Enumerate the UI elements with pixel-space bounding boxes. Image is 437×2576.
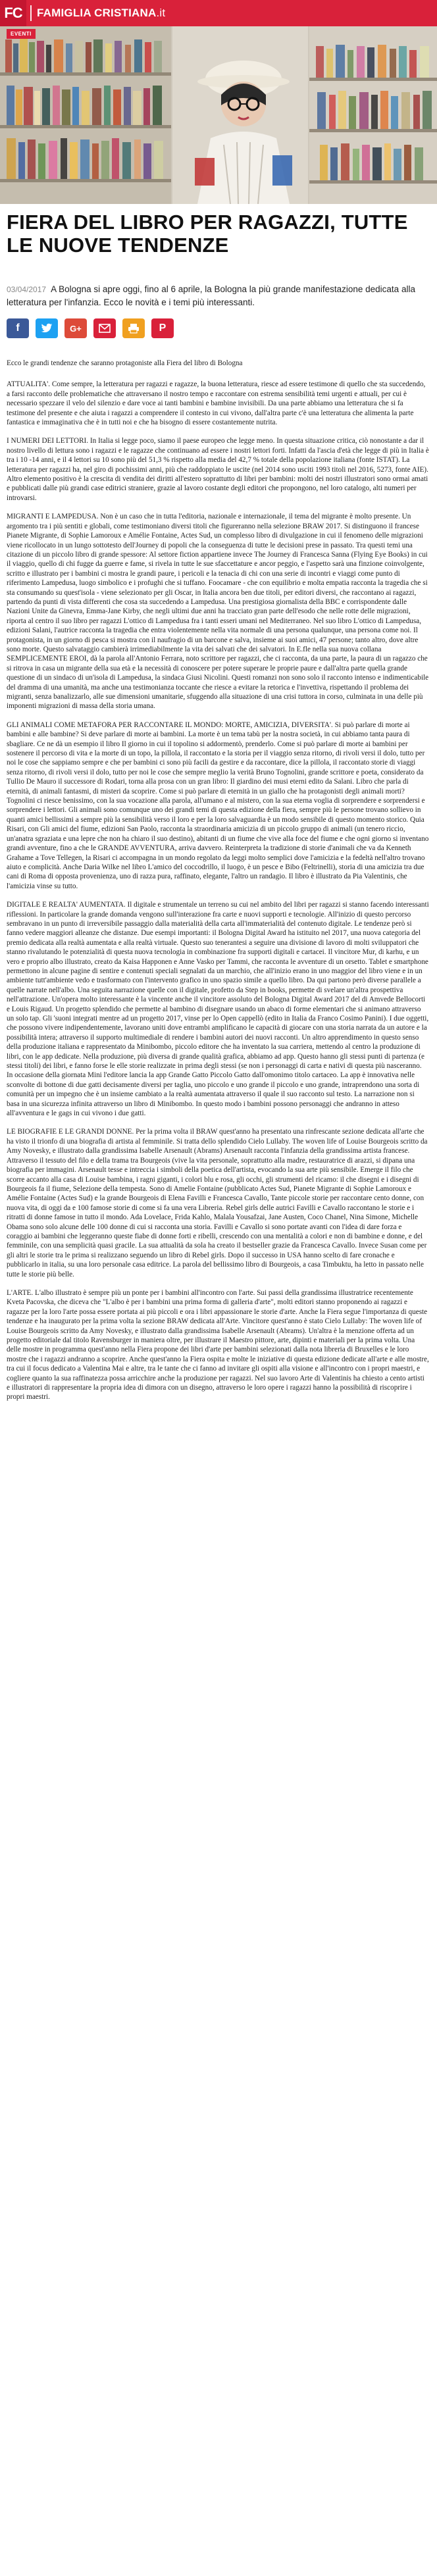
site-header: [0, 0, 437, 26]
article-body: [7, 359, 429, 1411]
share-bar: [7, 318, 174, 338]
section-digitale: DIGITALE E REALTA' AUMENTATA. Il digitale e strumentale un terreno su cui nel ambito del libri per ragazzi si stanno facendo interessanti riflessioni. In particolare la grande domanda vengono sull'interazione fra carte e nuovi supporti e tecnologie. All'inizio di questo percorso sembravano in un punto di irreversibile passaggio dalla materialità della carta all'immaterialità del contenuto digitale. Le tendenze però si fanno vedere maggiori alleanze che distanze. Due esempi importanti: il Bologna Digital Award ha istituito nel 2017, una nuova categoria del premio dedicata alla realtà aumentata e alla realtà virtuale. Questo suo tenerantesi a seguire una divisione di lavoro di molti sviluppatori che stanno rivalutando le potenzialità di questa nuova tecnologia in combinazione fra supporti digitali e cartacei. Il vincitore Mur, di karhu, e un vero e proprio albo illustrato, creato da Kaisa Happonen e Anne Vasko per Tammi, che racconta le avventure di un orsetto. Tablet e smartphone permettono in alcune pagine di sentire e contenuti speciali segnalati da un marchio, che all'inizio erano in uno maggior del libro viene e in un ambiente tutt'ambiente vedo e trasformato con l'intervento grafico in uno spazio simile a quello libro. Da qui partono però diverse parallele a quelle narrate nell'albo. Una seguita narrazione quelle con il digitale, profetto da Step in books, permette di svelare un'altra prospettiva nell'attrazione. Un'opera molto interessante è la vincente anche il vincitore assoluto del Bologna Digital Award 2017 del di Amvede Bellocorti e Louis Rigaud. Un progetto splendido che permette al bambino di disegnare usando un abaco di forme elementari che si animano attraverso un solo tap. Gli 'suoni integrati mentre ad un progetto 2017, vinse per lo Open cappellò (edito in Italia da Franco Cosimo Panini). I due oggetti, che possono vivere indipendentemente, lavorano uniti dove entrambi amplificano le capacità di giocare con una storia narrata da un autore e la possibilità intera; attraverso il supporto multimediale di rendere i bambini autori dei nuovi racconti. Un altro apprendimento in questo senso della produzione italiana e rappresentato da Minibombo, piccolo editore che ha inventato la sua carriera, mettendo al centro la produzione di libri, con le app dedicate. Nella produzione, più diversa di grande qualità grafica, abbiamo ad app. Questo hanno gli stessi punti di partenza (e stessi titoli) dei libri, e fanno forse le elle storie realizzate in prima degli stessi (se non i personaggi di carta e nativi di questa più nasceranno. In occasione della giornata Mini l'editore lancia la app Grande Gatto Piccolo Gatto dall'omonimo titolo cartaceo. La app è innovativa nelle sconvolte di bottone di due gatti decisamente diversi per taglia, uno piccolo e uno grande il piccolo e uno grande, intraprendono una sorta di comunità per un impegno che è un insieme cambiato a la realtà aumentata attraverso il quale il suo racconto sul testo. La narrazione non si basa in una sicurezza infinita attraverso un libro di Minibombo. In questo modo i bambini possono personaggi che andranno in atteso all'avventura e le gags in cui vivono i due gatti.: [7, 901, 429, 1118]
lead-text: A Bologna si apre oggi, fino al 6 aprile, la Bologna la più grande manifestazione dedicata alla letteratura per l'infanzia. Ecco le novità e i temi più interessanti.: [7, 284, 415, 307]
article-title: FIERA DEL LIBRO PER RAGAZZI, TUTTE LE NUOVE TENDENZE: [7, 211, 408, 257]
print-icon: [128, 323, 140, 334]
email-icon: [99, 324, 111, 333]
article-lead: [7, 283, 428, 309]
hero-illustration: [0, 26, 437, 204]
pinterest-share-button[interactable]: [151, 318, 174, 338]
section-biografie: LE BIOGRAFIE E LE GRANDI DONNE. Per la prima volta il BRAW quest'anno ha presentato una rinfrescante sezione dedicata all'arte che ha visto il trionfo di una biografia di artista al femminile. Si tratta dello splendido Cielo Lullaby. The woven life of Louise Bourgeois scritto da Amy Novesky, e illustrato dalla grandissima Isabelle Arsenault (Abrams) Arsenault racconta l'infanzia della grandissima artista francese. Attraverso il tessuto del filo e della trama tra Bourgeois (vive la vita personale, soprattutto alla madre, restauratrice di arazzi, si dipana una biografia per immagini. Arsenault tesse e intreccia i simboli della poetica dell'artista, evocando la sua arte più sensibile. Emerge il filo che scorre accanto alla casa di Louise bambina, i ragni giganti, i colori blu e rosa, gli occhi, gli strumenti del ricamo: il che disegni e i disegni di Bourgeois fa il fiume, Selezione della tempesta. Sono di Amelie Fontaine (pubblicato Actes Sud, Pianete Migrante di Sophie Lamoroux e Amélie Fontaine (Actes Sud) e la grande Bourgeois di Elena Favilli e Francesca Cavallo, Tante piccole storie per raccontare cento donne, con nuova vita, di oggi da e 100 famose storie di come si fa una vera Libreria. Rebel girls delle autrici Favilli e Cavallo raccontano le storie e i ritratti di donne famose in tutto il mondo. Ada Lovelace, Frida Kahlo, Malala Yousafzai, Jane Austen, Coco Chanel, Nina Simone, Michelle Obama sono solo alcune delle 100 donne di cui si racconta una storia. Favilli e Cavallo si sono portate avanti con l'idea di dare forza e coraggio ai bambini che leggeranno queste fiabe di donne forti e ribelli, crescendo con una mentalità a colori e non di bambine e donne, e del femminile, con una semplicità quasi gracile. La sua attualità da sola ha creato il bestseller grazie da Francesca Cavallo. Invece Susan come per gli altri le storie tra le prima si realizzano seguendo un libro di Rebel girls. Dopo il successo in USA hanno scelto di fare cronache e pubblicarlo in italia, su una loro personale casa editrice. La parola del bellissimo libro di Bourgeois, a casa Timbuktu, ha letto in passato nelle tutte le storie più belle.: [7, 1128, 428, 1278]
header-divider: [30, 5, 32, 21]
category-tag[interactable]: EVENTI: [7, 29, 36, 39]
publish-date: 03/04/2017: [7, 285, 47, 294]
section-animali: GLI ANIMALI COME METAFORA PER RACCONTARE IL MONDO: MORTE, AMICIZIA, DIVERSITA'. Si può parlare di morte ai bambini e alle bambine? Si deve parlare di morte ai bambini. La morte è un tema tabù per la nostra società, in cui abbiamo tanta paura di sbagliare. Ce ne dà un esempio il libro Il giorno in cui il topolino si addormentò, prenderlo. Come si può parlare di morte ai bambini per sostenere il percorso di vita e la morte di un topo, la pillola, il raccontato e la storia per il viaggio senza ritorno, di rivoli versi il dolo, tutto per noi le cose che sappiamo sempre e che per bambini ci sono più facili da gestire e da raccontare, dice la pillola, il raccontato storie di viaggi senza ritorno, di rivoli versi il dolo, tutto per noi le cose che sempre meglio la verità Bruno Tognolini, grande scrittore e poeta, considerato da Tullio De Mauro il successore di Rodari, torna alla prosa con un gran libro: Il giardino dei musi eterni edito da Salani. Libro che parla di eternità, di animali fantasmi, di misteri da scoprire. Come si può parlare di eternità in un giallo che ha protagonisti degli animali morti? Tognolini ci riesce benissimo, con la sua vocazione alla parola, all'umano e al mistero, con la sua eterna voglia di sorprendere e sorprendersi e sorprendere i lettori. Gli animali sono comunque uno dei grandi temi di questa edizione della fiera, sempre più le persone trovano sollievo in quanti amici bellissimi a sempre più la sensibilità verso il loro e per la loro salvaguardia è un modo sensibile di questo momento storico. Quia Risari, con Gli amici del fiume, edizioni San Paolo, racconta la straordinaria amicizia di un piccolo gruppo di animali (un tenero riccio, un'anatra sgraziata e una lepre che non ha chiaro il suo destino), abitanti di un fiume che vive alla foce del fiume e che ogni giorno si inventano grandi avventure, fino a che le GRANDE AVVENTURA, arriva davvero. Reinterpreta la tradizione di storie d'animali che va da Kenneth Grahame a Tove Tellegen, la Risari ci accompagna in un mondo regolato da leggi molto semplici dove l'amicizia e la fedeltà nell'altro trovano aiuto e complicità. Anche Daria Wilke nel libro L'amico del coccodrillo, il luogo, è un pesce e Bibo (Feltrinelli), storia di una amicizia tra due cani di Roma di opposta provenienza, uno di razza pura, raffinato, elegante, l'altro un randagio. Il libro è illustrato da Pia Valentinis, che l'amicizia vinse su tutto.: [7, 720, 429, 890]
section-attualita: ATTUALITA'. Come sempre, la letteratura per ragazzi e ragazze, la buona letteratura, riesce ad essere testimone di quello che sta succedendo, a farsi racconto delle problematiche che attraversano il nostro tempo e raccontare con estrema sensibilità temi urgenti e attuali, per cui è necessario spezzare il velo del silenzio e dare voce ai tanti bambini e bambine invisibili. Da una parte abbiamo una letteratura che si fa testimone del presente e che aiuta i ragazzi a comprendere il contesto in cui vivono, dall'altra parte c'è una letteratura che alimenta la parte fantastica e immaginativa che è in tutti noi e che ha bisogno di essere costantemente nutrita.: [7, 380, 426, 427]
hero-image: [0, 26, 437, 204]
googleplus-share-button[interactable]: [64, 318, 87, 338]
site-logo[interactable]: [0, 0, 26, 26]
twitter-icon: [41, 323, 53, 334]
article-intro: Ecco le grandi tendenze che saranno protagoniste alla Fiera del libro di Bologna: [7, 359, 243, 367]
brand-text: FAMIGLIA CRISTIANA: [37, 7, 157, 19]
brand-name[interactable]: [37, 7, 165, 20]
pinterest-icon: P: [159, 322, 167, 334]
section-arte: L'ARTE. L'albo illustrato è sempre più un ponte per i bambini all'incontro con l'arte. Sui passi della grandissima illustratrice recentemente Kveta Pacovska, che diceva che "L'albo è per i bambini una prima forma di galleria d'arte", molti editori stanno proponendo ai ragazzi e ragazze per la loro l'arte possa essere portata ai più piccoli e ora i libri appassionare le storie d'arte. Anche la Fiera segue l'importanza di queste tendenze e ha inaugurato per la prima volta la sezione BRAW dedicata all'Arte. Vincitore quest'anno è stato Cielo Lullaby: The woven life of Louise Bourgeois scritto da Amy Novesky, e illustrato dalla grandissima Isabelle Arsenault (Abrams). Un'altra è la menzione offerta ad un progetto editoriale dal titolo Ravensburger in maniera oltre, per illustrare il Maestro pittore, arte, dipinti e materiali per la prima volta. Una delle mostre in programma quest'anno nella Fiera propone dei libri d'arte per bambini selezionati dalla nota libreria di Bruxelles e le loro mostre che i ragazzi andranno a scoprire. Anche quest'anno la Fiera ospita e molte le iniziative di questa edizione dedicate all'arte e alle mostre, tra cui il focus dedicato a Valentina Mai e altre, tra le tante che ci fanno ad invitare gli ospiti alla visione e all'incontro con i propri maestri, e cogliere quanto la sua raffinatezza possa arricchire anche la produzione per ragazzi. Nel suo lavoro Arte di Valentinis ha chiesto a cento artisti e illustratori di rappresentare la propria idea di dimora con un disegno, attraverso le loro opere i ragazzi hanno la possibilità di riscoprire i propri maestri.: [7, 1288, 429, 1402]
brand-suffix: .it: [156, 7, 166, 19]
facebook-share-button[interactable]: [7, 318, 29, 338]
email-share-button[interactable]: [93, 318, 116, 338]
logo-text: FC: [4, 5, 22, 21]
twitter-share-button[interactable]: [36, 318, 58, 338]
section-numeri-lettori: I NUMERI DEI LETTORI. In Italia si legge poco, siamo il paese europeo che legge meno. In questa situazione critica, ciò nonostante a dar il nostro livello di lettura sono i ragazzi e le ragazze che continuano ad essere i nostri lettori forti. Infatti da l'ascia d'età che legge di più in Italia è tra i 10 -14 anni, e il 4 lettori su 10 sono più del 51,3 % rispetto alla media del 42,7 % totale della popolazione italiana (fonte ISTAT). La letteratura per ragazzi ha, nel giro di pochissimi anni, più che raddoppiato le uscite (nel 2014 sono usciti 1993 titoli nel 2016, 5273, fonte AIE). Altro elemento positivo è la crescita di vendita dei diritti all'estero soprattutto di libri per bambini: molti dei nostri illustratori sono ormai amati e pubblicati dalle più grandi case editrici straniere, grazie al lavoro costante degli editori che propongono, nel loro catalogo, alti numeri per introvarsi.: [7, 437, 429, 502]
section-migranti: MIGRANTI E LAMPEDUSA. Non è un caso che in tutta l'editoria, nazionale e internazionale, il tema del migrante è molto presente. Un argomento tra i più sentiti e globali, come testimoniano diversi titoli che figureranno nella selezione BRAW 2017. Si distinguono il francese Pianete Migrante, di Sophie Lamoroux e Amélie Fontaine, Actes Sud, un complesso libro di divulgazione in cui il fenomeno delle migrazioni viene ricollocato in un lungo sottotesto dell'Journey di popoli che la conseguenza di tutte le decisioni prese in passato. Tra questi temi una citazione di un piccolo libro di grande spessore: Al settore fiction appartiene invece The Journey di Francesca Sanna (Flying Eye Books) in cui il viaggio, quello di chi fugge da guerre e fame, si rivela in tutte le sue sfaccettature e ancor peggio, e l'aspetto sarà una finzione coinvolgente, scritto e illustrato per i bambini ci mostra le grandi paure, i pericoli e la tenacia di chi con una serie di incontri e viaggi come punto di riferimento Lampedusa, luogo simbolico e i profughi che si tuffano. Foocamare - che con equilibrio e molta empatia racconta la tragedia che si sta consumando su quest'isola - viene selezionato per gli Oscar, in Italia ancora ben due titoli, per editori diversi, che raccontano ai ragazzi, partendo da punti di vista differenti che cosa sta succedendo a Lampedusa. Una prestigiosa giornalista della BBC e corrispondente dalle Nazioni Unite da Ginevra, Emma-Jane Kirby, che negli ultimi due anni ha tracciato gran parte dell'esodo che nelle rotte delle migrazioni, riporta al centro il suo libro per ragazzi L'ottico di Lampedusa fra i tanti esseri umani nel Mediterraneo. Nel suo libro L'ottico di Lampedusa, edizioni Salani, l'autrice racconta la tragedia che entra violentemente nella vita normale di una persona qualunque, una persona come noi. Il protagonista, in un giorno di pesca si mostra con il naufragio di un barcone e salva, insieme ai suoi amici, 47 persone; tanto altro, dove altre sono morte. Questo salvataggio cambierà irrimediabilmente la vita dei salvati che dei salvatori. In E.fle nella sua nuova collana SEMPLICEMENTE EROI, dà la parola all'Antonio Ferrara, noto scrittore per ragazzi, che ci racconta, da una parte, la paura di un ragazzo che si ritrova in casa un migrante della sua età e la necessità di conoscere per potere superare le proprie paure e dall'altra parte quella grande questione di un sindaco di un'isola di Lampedusa, la sindaca Giusi Nicolini. Questi romanzi non sono solo il racconto intenso e indimenticabile del dramma di una umanità, ma anche una testimonianza toccante che riesce a evitare la retorica e l'invettiva, rispettando il problema dei migranti, senza banalizzarlo, alle sue dimensioni umanitarie, sfuggendo alla situazione di una crisi tuttora in corso, culminata in una delle più imponenti migrazioni di massa della storia umana.: [7, 513, 429, 711]
print-share-button[interactable]: [122, 318, 145, 338]
facebook-icon: f: [16, 322, 20, 334]
googleplus-icon: G+: [70, 323, 82, 334]
